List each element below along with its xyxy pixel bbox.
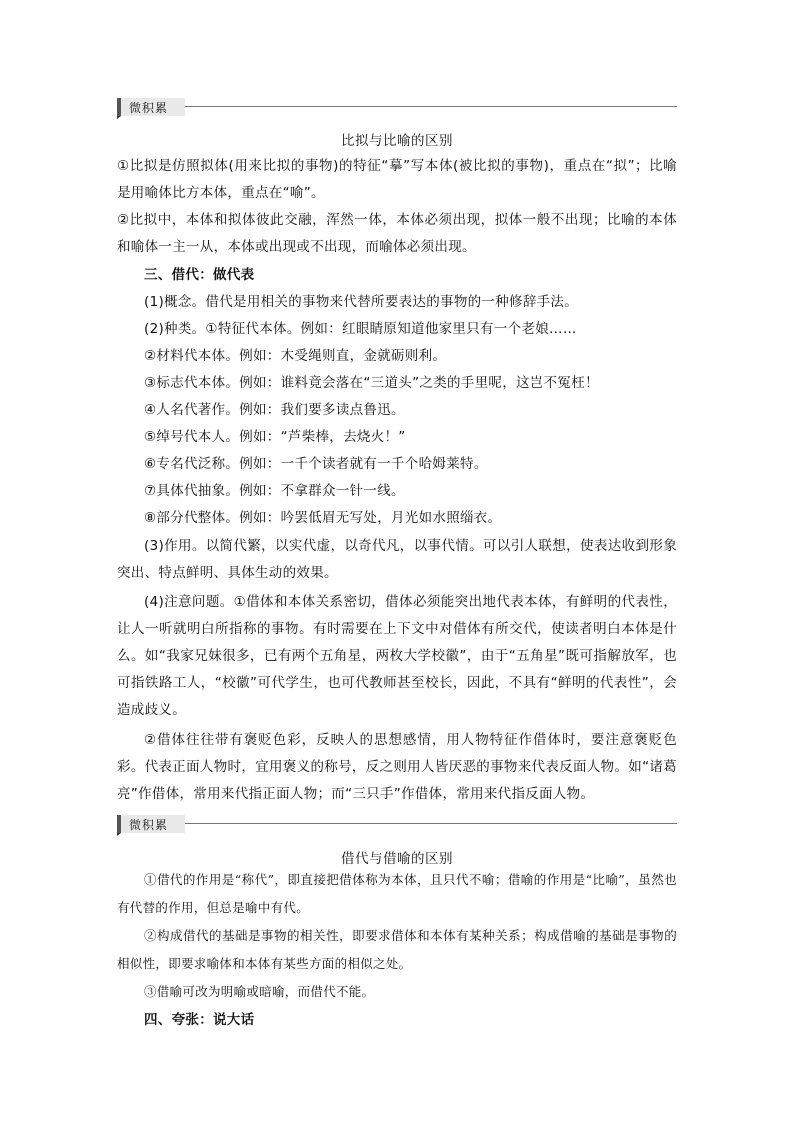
list-item: (1)概念。借代是用相关的事物来代替所要表达的事物的一种修辞手法。	[144, 294, 579, 310]
tip-tag	[117, 98, 185, 116]
paragraph: ②构成借代的基础是事物的相关性，即要求借体和本体有某种关系；构成借喻的基础是事物的相似性，即要求喻体和本体有某些方面的相似之处。	[117, 928, 677, 971]
paragraph: ③借喻可改为明喻或暗喻，而借代不能。	[144, 984, 375, 999]
paragraph: ②比拟中，本体和拟体彼此交融，浑然一体，本体必须出现，拟体一般不出现；比喻的本体和喻体一主一从，本体或出现或不出现，而喻体必须出现。	[117, 212, 677, 255]
list-item: ④人名代著作。例如：我们要多读点鲁迅。	[144, 402, 405, 418]
tag-corner-mark	[117, 116, 121, 119]
tag-corner-mark	[117, 833, 121, 836]
paragraph: ①比拟是仿照拟体(用来比拟的事物)的特征“摹”写本体(被比拟的事物)，重点在“拟”；比喻是用喻体比方本体，重点在“喻”。	[117, 158, 677, 201]
tip-title: 借代与借喻的区别	[341, 851, 453, 867]
tip-tag-label: 微积累	[129, 818, 169, 832]
list-item: ⑥专名代泛称。例如：一千个读者就有一千个哈姆莱特。	[144, 456, 488, 472]
header-rule	[185, 823, 677, 824]
tip-title: 比拟与比喻的区别	[341, 133, 453, 149]
section-heading: 四、夸张：说大话	[144, 1012, 255, 1028]
list-item: ⑦具体代抽象。例如：不拿群众一针一线。	[144, 483, 405, 499]
list-item: ②材料代本体。例如：木受绳则直，金就砺则利。	[144, 348, 447, 364]
tip-box-header	[117, 98, 677, 118]
paragraph: (3)作用。以简代繁，以实代虚，以奇代凡，以事代情。可以引人联想，使表达收到形象突出、特点鲜明、具体生动的效果。	[117, 538, 677, 581]
list-item: (2)种类。①特征代本体。例如：红眼睛原知道他家里只有一个老娘……	[144, 321, 577, 337]
tip-tag	[117, 815, 185, 833]
paragraph: (4)注意问题。①借体和本体关系密切，借体必须能突出地代表本体，有鲜明的代表性，让人一听就明白所指称的事物。有时需要在上下文中对借体有所交代，使读者明白本体是什么。如“我家兄妹很多，已有两个五角星，两枚大学校徽”，由于“五角星”既可指解放军，也可指铁路工人，“校徽”可代学生，也可代教师甚至校长，因此，不具有“鲜明的代表性”，会造成歧义。	[117, 594, 677, 718]
list-item: ⑧部分代整体。例如：吟罢低眉无写处，月光如水照缁衣。	[144, 510, 502, 526]
header-rule	[185, 106, 677, 107]
section-heading: 三、借代：做代表	[144, 267, 255, 283]
list-item: ③标志代本体。例如：谁料竟会落在“三道头”之类的手里呢，这岂不冤枉！	[144, 375, 599, 391]
paragraph: ①借代的作用是“称代”，即直接把借体称为本体，且只代不喻；借喻的作用是“比喻”，虽然也有代替的作用，但总是喻中有代。	[117, 872, 677, 915]
tip-box-header	[117, 815, 677, 835]
paragraph: ②借体往往带有褒贬色彩，反映人的思想感情，用人物特征作借体时，要注意褒贬色彩。代表正面人物时，宜用褒义的称号，反之则用人皆厌恶的事物来代表反面人物。如“诸葛亮”作借体，常用来代指正面人物；而“三只手”作借体，常用来代指反面人物。	[117, 732, 677, 802]
tip-tag-label: 微积累	[129, 101, 169, 115]
list-item: ⑤绰号代本人。例如：“芦柴棒，去烧火！”	[144, 429, 406, 445]
